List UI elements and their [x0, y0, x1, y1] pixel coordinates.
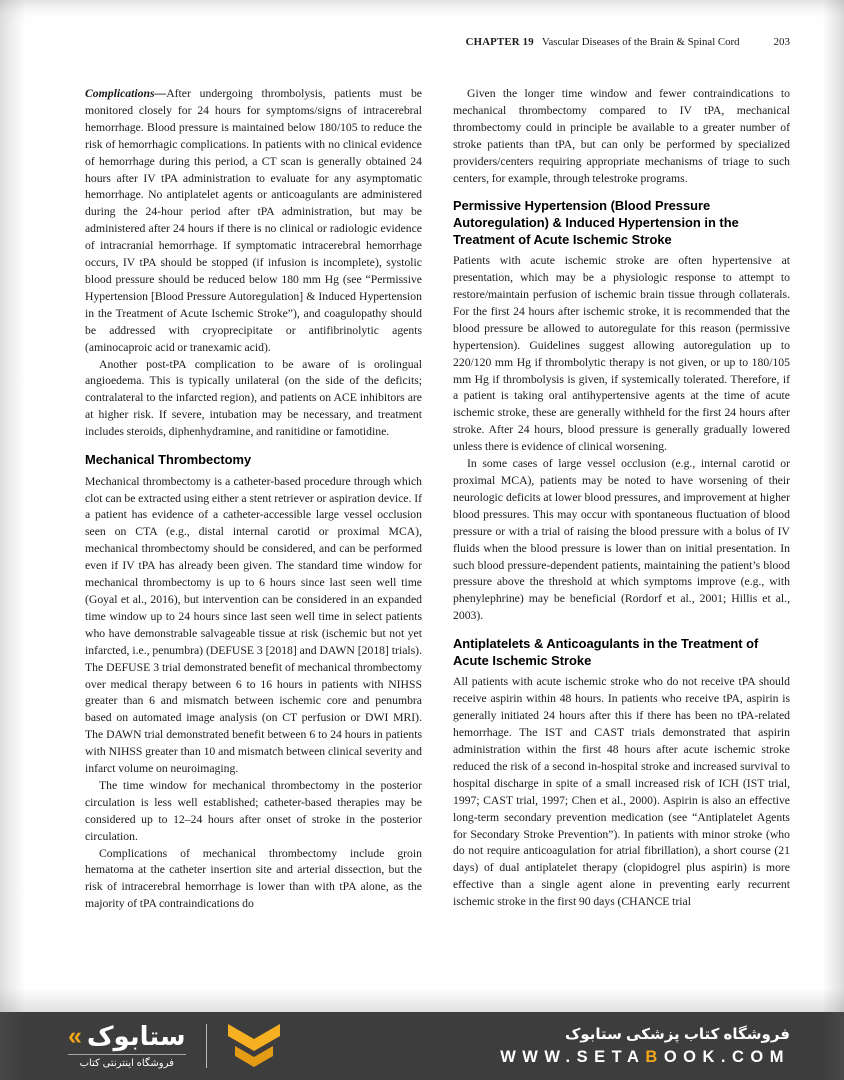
section-heading-antiplatelets-anticoagulants: Antiplatelets & Anticoagulants in the Treatment of Acute Ischemic Stroke	[453, 636, 759, 668]
paragraph-antiplatelets-1: All patients with acute ischemic stroke who do not receive tPA should receive aspirin within 48 hours. In patients who receive tPA, aspirin is generally initiated 24 hours after this if there has been no tPA-related hemorrhage. The IST and CAST trials demonstrated that aspirin administration within the first 48 hours after acute ischemic stroke reduced the risk of a second in-hospital stroke and increased survival to hospital discharge in spite of a small increased risk of ICH (IST trial, 1997; CAST trial, 1997; Chen et al., 2000). Aspirin is also an effective long-term secondary prevention medication (see “Antiplatelet Agents for Secondary Stroke Prevention”). In patients with minor stroke (who do not require anticoagulation for atrial fibrillation), a short course (21 days) of dual antiplatelet therapy (clopidogrel plus aspirin) is more effective than a single agent alone in preventing early recurrent ischemic stroke in the first 90 days (CHANCE trial	[453, 675, 790, 909]
section-heading-mechanical-thrombectomy: Mechanical Thrombectomy	[85, 452, 252, 468]
banner-right-text	[500, 1025, 790, 1067]
paragraph-text: After undergoing thrombolysis, patients must be monitored closely for 24 hours for symptoms/signs of intracerebral hemorrhage. Blood pressure is maintained below 180/105 to reduce the risk of hemorrhagic complications. In patients with no clinical evidence of hemorrhage during this period, a CT scan is generally obtained 24 hours after IV tPA administration to evaluate for any asymptomatic hemorrhage. No antiplatelet agents or anticoagulants are administered during the 24-hour period after tPA administration, but may be administered after 24 hours if there is no clinical or radiologic evidence of intracranial hemorrhage. If symptomatic intracerebral hemorrhage occurs, IV tPA should be stopped (if infusion is incomplete), systolic blood pressure should be reduced below 180 mm Hg (see “Permissive Hypertension [Blood Pressure Autoregulation] & Induced Hypertension in the Treatment of Acute Ischemic Stroke”), and coagulopathy should be addressed with cryoprecipitate or antifibrinolytic agents (aminocaproic acid or tranexamic acid).	[85, 87, 422, 354]
paragraph-mechanical-thrombectomy-2: The time window for mechanical thrombectomy in the posterior circulation is less well established; catheter-based therapies may be considered up to 12–24 hours after onset of stroke in the posterior circulation.	[85, 778, 422, 843]
section-heading-permissive-hypertension: Permissive Hypertension (Blood Pressure Autoregulation) & Induced Hypertension in the Treatment of Acute Ischemic Stroke	[453, 198, 739, 247]
chapter-label: CHAPTER 19	[465, 36, 534, 48]
chapter-title: Vascular Diseases of the Brain & Spinal Cord	[541, 36, 740, 48]
url-prefix: WWW.SETA	[500, 1048, 646, 1066]
paragraph-mechanical-thrombectomy-1: Mechanical thrombectomy is a catheter-based procedure through which clot can be extracted using either a stent retriever or aspiration device. If a patient has evidence of a catheter-accessible large vessel occlusion seen on CTA (e.g., distal internal carotid or proximal MCA), mechanical thrombectomy should be considered, and can be performed even if IV tPA has already been given. The standard time window for mechanical thrombectomy is up to 6 hours since last seen well time (Goyal et al., 2016), but intervention can be considered in an expanded time window up to 24 hours since last seen well time in select patients who have demonstrable salvageable tissue at risk (ischemic but not yet infarcted, i.e., penumbra) (DEFUSE 3 [2018] and DAWN [2018] trials). The DEFUSE 3 trial demonstrated benefit of mechanical thrombectomy over medical therapy between 6 to 16 hours in patients with NIHSS greater than 6 and mismatch between ischemic core and penumbra based on automated image analysis (on CT perfusion or DWI MRI). The DAWN trial demonstrated benefit between 6 to 24 hours in patients with NIHSS greater than 10 and mismatch between clinical severity and infarct volume on neuroimaging.	[85, 474, 422, 776]
paragraph-permissive-hypertension-1: Patients with acute ischemic stroke are often hypertensive at presentation, which may be a physiologic response to attempt to restore/maintain perfusion of ischemic brain tissue through collaterals. For the first 24 hours after ischemic stroke, it is recommended that the blood pressure be allowed to autoregulate for this reason (permissive hypertension). Guidelines suggest allowing autoregulation up to 220/120 mm Hg if thrombolytic therapy is not given, or up to 180/105 mm Hg if thrombolysis is given, if systemically tolerated. Therefore, if a patient is taking oral antihypertensive agents at the time of acute ischemic stroke, these are generally withheld for the first 24 hours after stroke. After 24 hours, blood pressure is generally gradually lowered unless there is evidence of clinical worsening.	[453, 254, 790, 454]
setabook-logo-subtitle: فروشگاه اینترنتی کتاب	[68, 1054, 186, 1069]
setabook-logo-title: ستابوک	[86, 1021, 186, 1052]
running-header	[85, 36, 790, 48]
store-title: فروشگاه کتاب پزشکی ستابوک	[564, 1026, 790, 1043]
text-columns	[85, 86, 790, 1014]
url-suffix: OOK.COM	[663, 1048, 790, 1066]
paragraph-permissive-hypertension-2: In some cases of large vessel occlusion (e.g., internal carotid or proximal MCA), patients may be noted to have worsening of their neurologic deficits at lower blood pressures, and improvement at higher blood pressures. This may occur with spontaneous fluctuation of blood pressure or with a trial of raising the blood pressure with a bolus of IV fluids when the blood pressure is lower than on initial presentation. In such blood pressure-dependent patients, maintaining the patient’s blood pressure above the threshold at which symptoms improve (e.g., with phenylephrine) may be beneficial (Rordorf et al., 2001; Hillis et al., 2003).	[453, 457, 790, 623]
page-number: 203	[773, 36, 790, 48]
setabook-watermark-banner	[0, 1012, 844, 1080]
right-column	[453, 86, 790, 1014]
setabook-logo	[68, 1023, 186, 1068]
run-in-heading-complications: Complications—	[85, 87, 167, 100]
url-accent-letter: B	[645, 1048, 664, 1066]
left-column	[85, 86, 422, 1014]
banner-divider	[206, 1024, 207, 1068]
setabook-logo-wordmark	[68, 1023, 186, 1050]
site-url	[500, 1048, 790, 1067]
guillemet-icon: «	[68, 1022, 82, 1051]
paragraph-complications	[85, 86, 422, 357]
double-chevron-icon	[227, 1023, 281, 1069]
paragraph-mechanical-thrombectomy-3: Complications of mechanical thrombectomy include groin hematoma at the catheter insertion site and arterial dissection, but the risk of intracerebral hemorrhage is lower than with tPA alone, as the majority of tPA contraindications do	[85, 846, 422, 911]
paragraph-triage: Given the longer time window and fewer contraindications to mechanical thrombectomy compared to IV tPA, mechanical thrombectomy could in principle be available to a greater number of stroke patients than tPA, but can only be performed by specialized providers/centers requiring appropriate mechanisms of triage to such centers, for example, through telestroke programs.	[453, 87, 790, 185]
paragraph-orolingual-angioedema: Another post-tPA complication to be aware of is orolingual angioedema. This is typically unilateral (on the side of the deficits; contralateral to the infarcted region), and patients on ACE inhibitors are at higher risk. If severe, intubation may be necessary, and treatment includes steroids, diphenhydramine, and ranitidine or famotidine.	[85, 357, 422, 439]
